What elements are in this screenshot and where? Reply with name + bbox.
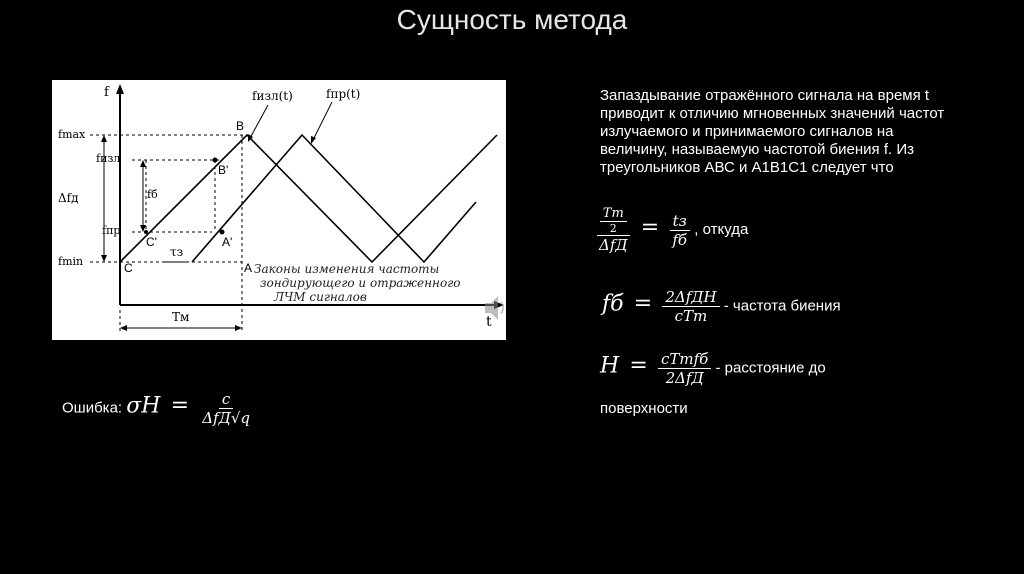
fmax-label: fmax <box>58 128 86 141</box>
lfm-diagram <box>52 80 506 340</box>
point-a-label: A <box>244 261 253 275</box>
formula-ratio: $\frac{\frac{Tm}{2}}{\text{ΔfД}}$ = $\frac{tз}{fб}$ , откуда <box>596 206 748 254</box>
formula-distance: H = $\frac{\text{cTmfб}}{\text{2ΔfД}}$ - расстояние до <box>600 350 826 387</box>
formula-ratio-suffix: , откуда <box>694 220 749 238</box>
formula-ratio-lhs: $\frac{\frac{Tm}{2}}{\text{ΔfД}}$ <box>596 206 631 254</box>
formula-distance-suffix-2: поверхности <box>600 400 688 417</box>
formula-ratio-rhs: $\frac{tз}{fб}$ <box>669 212 690 249</box>
caption-line-2: зондирующего и отраженного <box>260 276 461 290</box>
fizl-label: fизл <box>96 152 121 165</box>
caption-line-1: Законы изменения частоты <box>254 262 440 276</box>
point-a-prime-label: A' <box>222 235 233 249</box>
delta-fd-label: Δfд <box>58 191 79 205</box>
formula-error-label: Ошибка: <box>62 399 123 417</box>
f-axis-arrow <box>116 84 124 94</box>
point-b-label: B <box>236 119 245 133</box>
formula-error: Ошибка: σH = $\frac{c}{\text{ΔfД√q}}$ <box>62 390 250 427</box>
formula-error-lhs: σH <box>126 393 161 419</box>
caption-line-3: ЛЧМ сигналов <box>274 290 367 304</box>
point-c-label: C <box>124 261 133 275</box>
tm-label: Tм <box>172 310 190 324</box>
fpr-t-label: fпр(t) <box>326 87 361 101</box>
fmin-label: fmin <box>58 255 84 268</box>
t-axis-label: t <box>486 314 492 330</box>
formula-distance-lhs: H <box>600 353 620 379</box>
method-description: Запаздывание отражённого сигнала на время t приводит к отличию мгновенных значений частот излучаемого и принимаемого сигналов на величину, называемую частотой биения f. Из треугольников АВС и А1В1С1 следует что <box>600 87 945 176</box>
fb-label: fб <box>147 188 158 201</box>
fizl-t-label: fизл(t) <box>252 89 293 103</box>
formula-distance-suffix: - расстояние до <box>715 359 826 377</box>
tz-label: τз <box>170 245 184 259</box>
slide-title: Сущность метода <box>396 4 628 35</box>
fpr-label: fпр <box>102 224 121 237</box>
point-b-prime-label: B' <box>218 163 229 177</box>
formula-beat-suffix: - частота биения <box>723 297 841 315</box>
point-c-prime-dot <box>144 230 148 234</box>
formula-beat-lhs: fб <box>602 291 624 317</box>
point-c-prime-label: C' <box>146 235 157 249</box>
formula-beat-frequency: fб = $\frac{\text{2ΔfДH}}{\text{cTm}}$ - частота биения <box>602 288 841 325</box>
point-b-prime-dot <box>213 158 218 163</box>
lfm-diagram-svg <box>52 80 506 340</box>
f-axis-label: f <box>104 85 109 100</box>
point-a-prime-dot <box>220 230 225 235</box>
